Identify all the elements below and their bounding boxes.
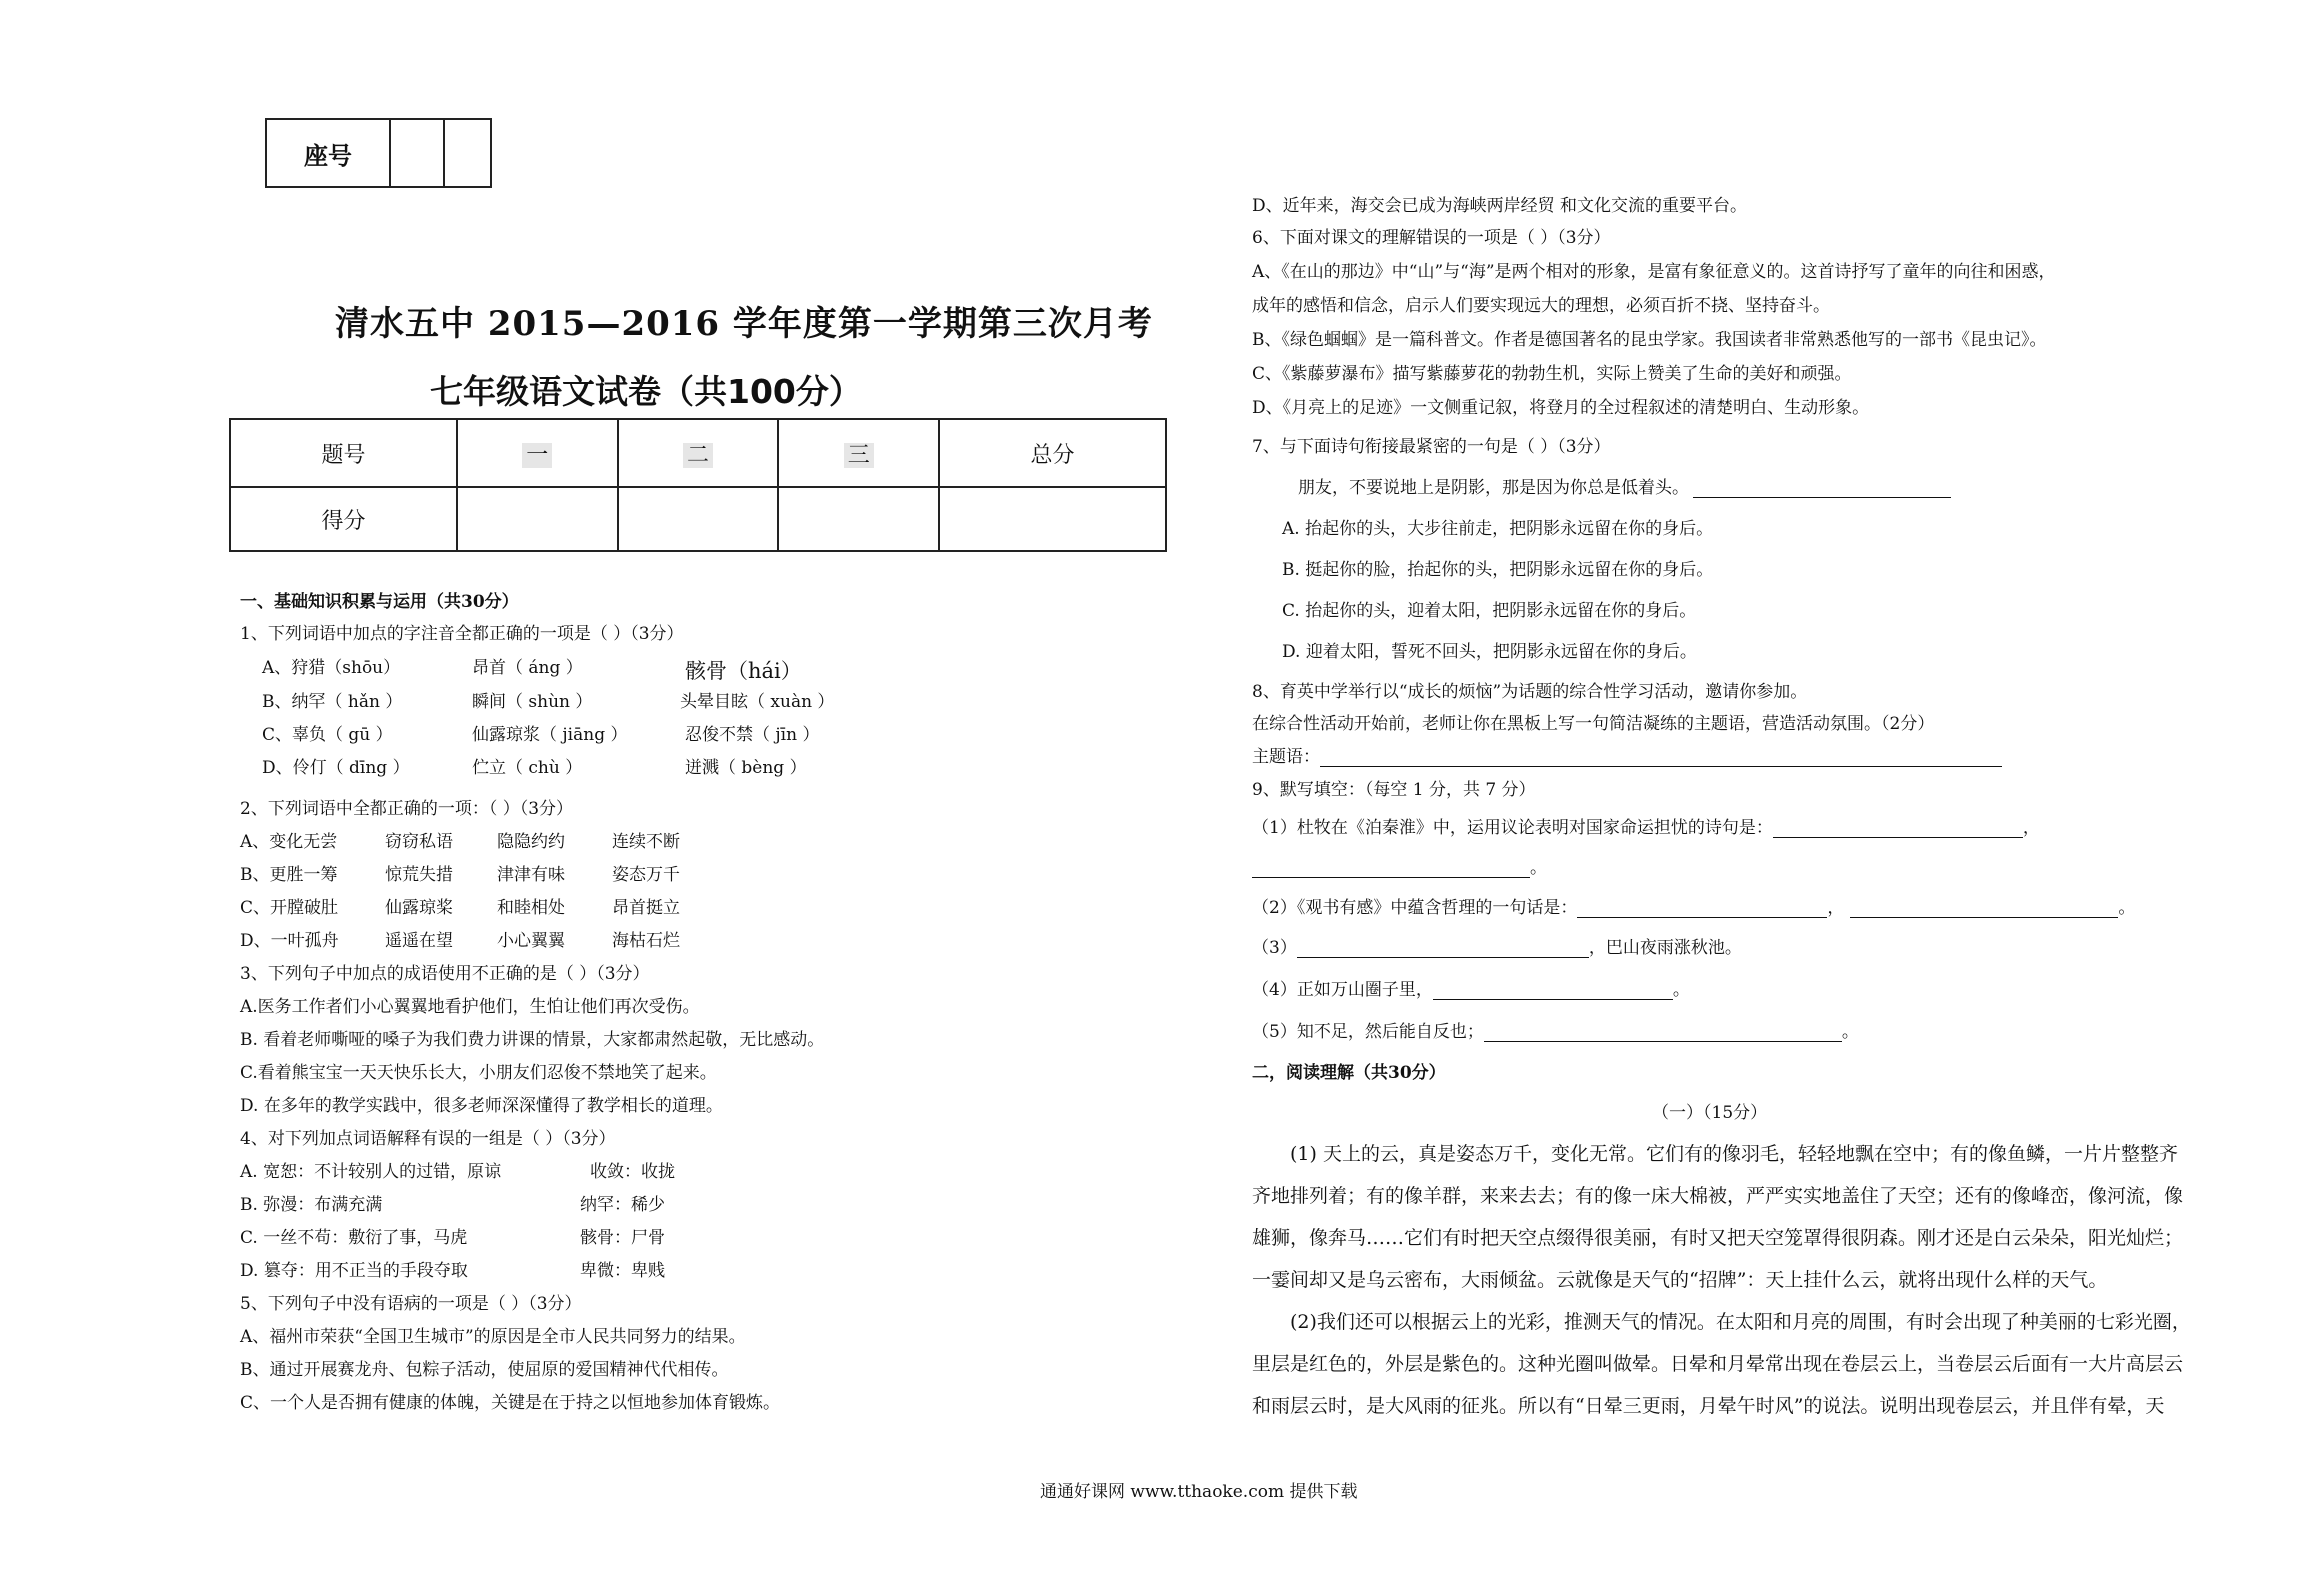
q2-option: 昂首挺立 [612, 898, 680, 918]
q9-blank[interactable] [1484, 1023, 1842, 1042]
section1-heading: 一、基础知识积累与运用（共30分） [240, 592, 519, 612]
q6-option: C、《紫藤萝瀑布》描写紫藤萝花的勃勃生机，实际上赞美了生命的美好和顽强。 [1252, 364, 1852, 384]
score-cell-2[interactable] [618, 487, 779, 551]
paragraph-2-line: 里层是红色的，外层是紫色的。这种光圈叫做晕。日晕和月晕常出现在卷层云上，当卷层云后面有一大片高层云 [1252, 1353, 2184, 1375]
q4-option: 骸骨：尸骨 [580, 1228, 665, 1248]
q4-option: B. 弥漫：布满充满 [240, 1195, 383, 1215]
q2-option: 遥遥在望 [385, 931, 453, 951]
q3-option: D. 在多年的教学实践中，很多老师深深懂得了教学相长的道理。 [240, 1096, 723, 1116]
q1-option: 伫立（ chù ） [472, 758, 583, 778]
q5-option: C、一个人是否拥有健康的体魄，关键是在于持之以恒地参加体育锻炼。 [240, 1393, 781, 1413]
paragraph-1-line: 一霎间却又是乌云密布，大雨倾盆。云就像是天气的“招牌”：天上挂什么云，就将出现什么样的天气。 [1252, 1269, 2108, 1291]
q1-option: 昂首（ áng ） [472, 658, 583, 678]
reading-subheading: （一）（15分） [1652, 1103, 1768, 1123]
q2-option: 津津有味 [497, 865, 565, 885]
q1-option: 仙露琼浆（ jiāng ） [472, 725, 628, 745]
q8-stem: 8、育英中学举行以“成长的烦恼”为话题的综合性学习活动，邀请你参加。 [1252, 682, 1808, 702]
q2-option: 窃窃私语 [385, 832, 453, 852]
q7-option: D. 迎着太阳，誓死不回头，把阴影永远留在你的身后。 [1282, 642, 1697, 662]
q2-option: A、变化无尝 [240, 832, 338, 852]
score-header-1: 一 [457, 419, 618, 487]
q4-option: 卑微：卑贱 [580, 1261, 665, 1281]
q2-option: 海枯石烂 [612, 931, 680, 951]
q3-stem: 3、下列句子中加点的成语使用不正确的是（ ）（3分） [240, 964, 650, 984]
q2-option: B、更胜一筹 [240, 865, 338, 885]
paragraph-1-line: 雄狮，像奔马……它们有时把天空点缀得很美丽，有时又把天空笼罩得很阴森。刚才还是白云朵朵，阳光灿烂； [1252, 1227, 2184, 1249]
q9-blank[interactable] [1850, 899, 2118, 918]
section2-heading: 二，阅读理解（共30分） [1252, 1063, 1446, 1083]
score-header-label: 题号 [230, 419, 457, 487]
q2-option: 隐隐约约 [497, 832, 565, 852]
q8-blank[interactable] [1320, 748, 2002, 767]
score-cell-total[interactable] [939, 487, 1166, 551]
seat-cell-1[interactable] [391, 120, 445, 186]
q6-option: D、《月亮上的足迹》一文侧重记叙，将登月的全过程叙述的清楚明白、生动形象。 [1252, 398, 1870, 418]
q3-option: C.看着熊宝宝一天天快乐长大，小朋友们忍俊不禁地笑了起来。 [240, 1063, 717, 1083]
q1-option: 瞬间（ shùn ） [472, 692, 593, 712]
q9-blank[interactable] [1252, 859, 1530, 878]
seat-label: 座号 [267, 120, 391, 186]
paragraph-2-line: (2)我们还可以根据云上的光彩，推测天气的情况。在太阳和月亮的周围，有时会出现了种美丽的七彩光圈， [1290, 1311, 2191, 1333]
q1-option: D、伶仃（ dīng ） [262, 758, 410, 778]
q5-option: A、福州市荣获“全国卫生城市”的原因是全市人民共同努力的结果。 [240, 1327, 746, 1347]
q9-item-5: （5）知不足，然后能自反也； 。 [1252, 1022, 1859, 1042]
q4-option: D. 篡夺：用不正当的手段夺取 [240, 1261, 468, 1281]
q1-stem: 1、下列词语中加点的字注音全都正确的一项是（ ）（3分） [240, 624, 684, 644]
q7-stem: 7、与下面诗句衔接最紧密的一句是（ ）（3分） [1252, 437, 1611, 457]
q7-blank[interactable] [1693, 479, 1951, 498]
footer-credit: 通通好课网 www.tthaoke.com 提供下载 [1040, 1482, 1358, 1502]
q1-option: 骸骨（hái） [685, 659, 802, 683]
q1-option: 头晕目眩（ xuàn ） [680, 692, 835, 712]
q5-stem: 5、下列句子中没有语病的一项是（ ）（3分） [240, 1294, 582, 1314]
q7-poem: 朋友，不要说地上是阴影，那是因为你总是低着头。 [1298, 478, 1951, 498]
score-header-2: 二 [618, 419, 779, 487]
score-header-total: 总分 [939, 419, 1166, 487]
q4-stem: 4、对下列加点词语解释有误的一组是（ ）（3分） [240, 1129, 616, 1149]
score-header-3: 三 [778, 419, 939, 487]
score-row-label: 得分 [230, 487, 457, 551]
q2-option: 惊荒失措 [385, 865, 453, 885]
q2-option: C、开膛破肚 [240, 898, 339, 918]
q6-stem: 6、下面对课文的理解错误的一项是（ ）（3分） [1252, 228, 1611, 248]
q3-option: A.医务工作者们小心翼翼地看护他们，生怕让他们再次受伤。 [240, 997, 700, 1017]
q2-option: D、一叶孤舟 [240, 931, 339, 951]
q2-option: 小心翼翼 [497, 931, 565, 951]
q5-option-d: D、近年来，海交会已成为海峡两岸经贸 和文化交流的重要平台。 [1252, 196, 1748, 216]
seat-cell-2[interactable] [445, 120, 490, 186]
q4-option: C. 一丝不苟：敷衍了事，马虎 [240, 1228, 468, 1248]
q7-option: A. 抬起你的头，大步往前走，把阴影永远留在你的身后。 [1282, 519, 1714, 539]
q9-item-1: （1）杜牧在《泊秦淮》中，运用议论表明对国家命运担忧的诗句是： ， [1252, 818, 2040, 838]
q4-option: 收敛：收拢 [590, 1162, 675, 1182]
paragraph-2-line: 和雨层云时，是大风雨的征兆。所以有“日晕三更雨，月晕午时风”的说法。说明出现卷层云，并且伴有晕，天 [1252, 1395, 2165, 1417]
q9-item-2: （2）《观书有感》中蕴含哲理的一句话是： ， 。 [1252, 898, 2136, 918]
exam-title: 清水五中 2015—2016 学年度第一学期第三次月考 [335, 304, 1153, 344]
q6-option: A、《在山的那边》中“山”与“海”是两个相对的形象，是富有象征意义的。这首诗抒写了童年的向往和困惑， [1252, 262, 2056, 282]
paragraph-1-line: (1) 天上的云，真是姿态万千，变化无常。它们有的像羽毛，轻轻地飘在空中；有的像鱼鳞，一片片整整齐 [1290, 1143, 2178, 1165]
q2-option: 和睦相处 [497, 898, 565, 918]
q2-option: 姿态万千 [612, 865, 680, 885]
q6-option: 成年的感悟和信念，启示人们要实现远大的理想，必须百折不挠、坚持奋斗。 [1252, 296, 1830, 316]
q1-option: 迸溅（ bèng ） [685, 758, 807, 778]
q9-blank[interactable] [1773, 819, 2023, 838]
q2-stem: 2、下列词语中全都正确的一项：（ ）（3分） [240, 799, 574, 819]
q1-option: A、狩猎（shōu） [262, 658, 401, 678]
q9-blank[interactable] [1577, 899, 1827, 918]
q7-option: B. 挺起你的脸，抬起你的头，把阴影永远留在你的身后。 [1282, 560, 1714, 580]
q9-item-1-cont: 。 [1252, 858, 1547, 878]
q9-item-4: （4）正如万山圈子里， 。 [1252, 980, 1690, 1000]
exam-subtitle: 七年级语文试卷（共100分） [430, 372, 862, 411]
q9-blank[interactable] [1297, 939, 1589, 958]
q7-option: C. 抬起你的头，迎着太阳，把阴影永远留在你的身后。 [1282, 601, 1697, 621]
q1-option: C、辜负（ gū ） [262, 725, 393, 745]
score-cell-3[interactable] [778, 487, 939, 551]
paragraph-1-line: 齐地排列着；有的像羊群，来来去去；有的像一床大棉被，严严实实地盖住了天空；还有的像峰峦，像河流，像 [1252, 1185, 2184, 1207]
q8-answer-line: 主题语： [1252, 747, 2002, 767]
q1-option: 忍俊不禁（ jīn ） [685, 725, 820, 745]
q1-option: B、纳罕（ hǎn ） [262, 692, 403, 712]
q9-stem: 9、默写填空：（每空 1 分，共 7 分） [1252, 780, 1536, 800]
q2-option: 仙露琼桨 [385, 898, 453, 918]
q5-option: B、通过开展赛龙舟、包粽子活动，使屈原的爱国精神代代相传。 [240, 1360, 729, 1380]
q4-option: A. 宽恕：不计较别人的过错，原谅 [240, 1162, 502, 1182]
q9-blank[interactable] [1433, 981, 1673, 1000]
q3-option: B. 看着老师嘶哑的嗓子为我们费力讲课的情景，大家都肃然起敬，无比感动。 [240, 1030, 825, 1050]
seat-number-box [265, 118, 492, 188]
q6-option: B、《绿色蝈蝈》是一篇科普文。作者是德国著名的昆虫学家。我国读者非常熟悉他写的一部书《昆虫记》。 [1252, 330, 2047, 350]
q9-item-3: （3） ，巴山夜雨涨秋池。 [1252, 938, 1742, 958]
q8-instruction: 在综合性活动开始前，老师让你在黑板上写一句简洁凝练的主题语，营造活动氛围。（2分） [1252, 714, 1935, 734]
score-cell-1[interactable] [457, 487, 618, 551]
q4-option: 纳罕：稀少 [580, 1195, 665, 1215]
q2-option: 连续不断 [612, 832, 680, 852]
score-table [229, 418, 1167, 552]
